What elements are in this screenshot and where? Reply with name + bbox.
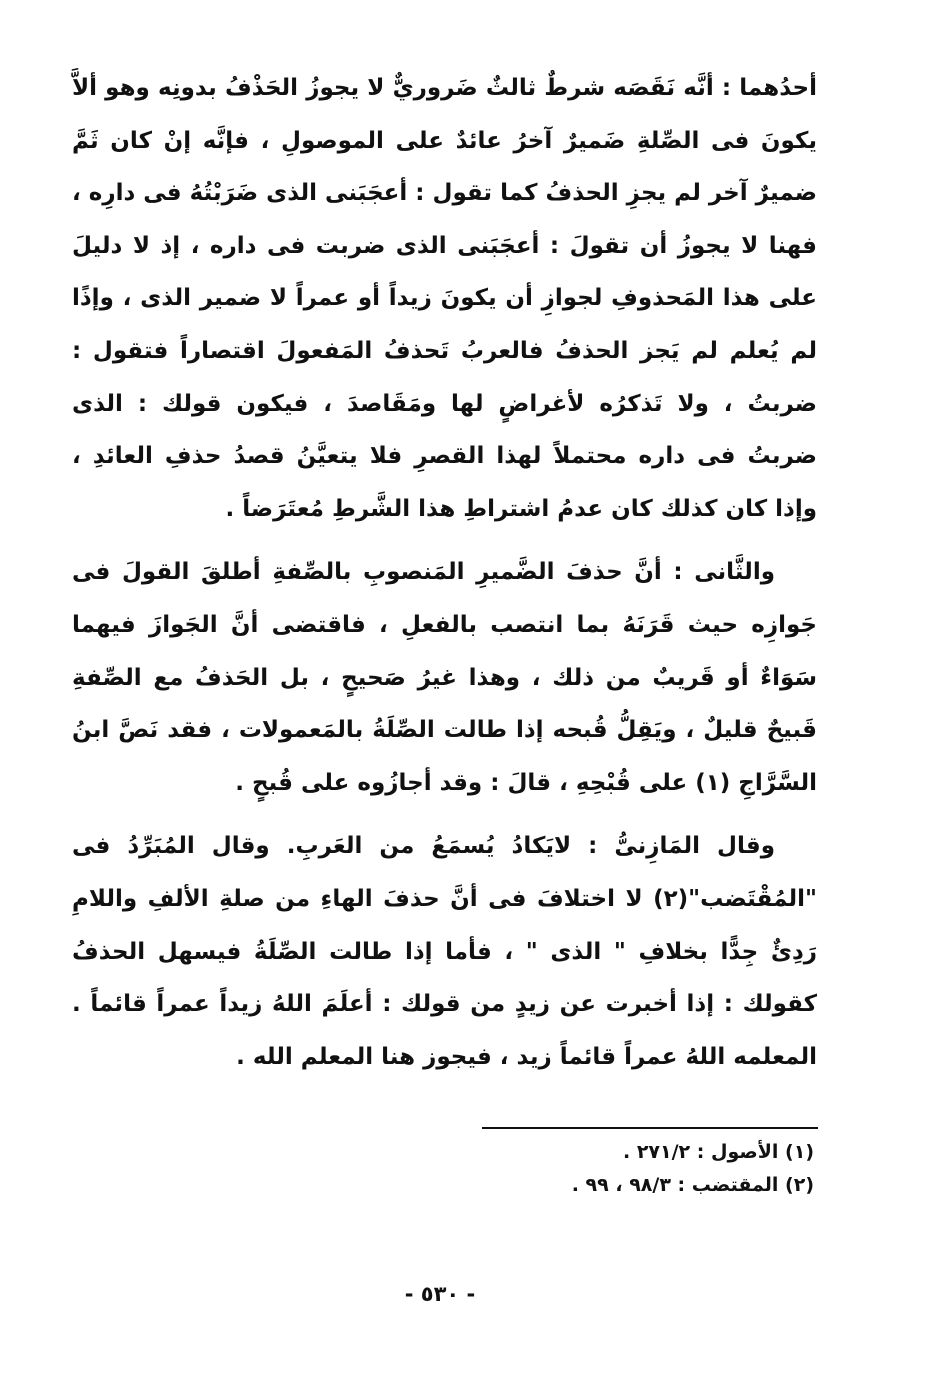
paragraph-mazini-quote: وقال المَازِنىُّ : لايَكادُ يُسمَعُ من العَربِ. وقال المُبَرِّدُ فى "المُقْتَضب"(٢) لا اختلافَ فى أنَّ حذفَ الهاءِ من صلةِ الألفِ واللامِ رَدِئٌ جِدًّا بخلافِ " الذى " ، فأما إذا طالت الصِّلَةُ فيسهل الحذفُ كقولك : إذا أخبرت عن زيدٍ من قولك : أعلَمَ اللهُ زيداً عمراً قائماً . المعلمه اللهُ عمراً قائماً زيد ، فيجوز هنا المعلم الله . [72,833,817,1070]
paragraph-first-point: أحدُهما : أنَّه نَقَصَه شرطٌ ثالثٌ ضَروريٌّ لا يجوزُ الحَذْفُ بدونِه وهو ألاَّ يكونَ فى الصِّلةِ ضَميرٌ آخرُ عائدٌ على الموصولِ ، فإنَّه إنْ كان ثَمَّ ضميرٌ آخر لم يجزِ الحذفُ كما تقول : أعجَبَنى الذى ضَرَبْتُهُ فى دارِه ، فهنا لا يجوزُ أن تقولَ : أعجَبَنى الذى ضربت فى داره ، إذ لا دليلَ على هذا المَحذوفِ لجوازِ أن يكونَ زيداً أو عمراً لا ضمير الذى ، وإذًا لم يُعلم لم يَجز الحذفُ فالعربُ تَحذفُ المَفعولَ اقتصاراً فتقول : ضربتُ ، ولا تَذكرُه لأغراضٍ لها ومَقَاصدَ ، فيكون قولك : الذى ضربتُ فى داره محتملاً لهذا القصرِ فلا يتعيَّنُ قصدُ حذفِ العائدِ ، وإذا كان كذلك كان عدمُ اشتراطِ هذا الشَّرطِ مُعتَرَضاً . [72,75,817,522]
footnote-separator [482,1127,818,1129]
paragraph-second-point: والثَّانى : أنَّ حذفَ الضَّميرِ المَنصوبِ بالصِّفةِ أطلقَ القولَ فى جَوازِه حيث قَرَنَهُ بما انتصب بالفعلِ ، فاقتضى أنَّ الجَوازَ فيهما سَوَاءٌ أو قَريبٌ من ذلك ، وهذا غيرُ صَحيحٍ ، بل الحَذفُ مع الصِّفةِ قَبيحٌ قليلٌ ، ويَقِلُّ قُبحه إذا طالت الصِّلَةُ بالمَعمولات ، فقد نَصَّ ابنُ السَّرَّاجِ (١) على قُبْحِهِ ، قالَ : وقد أجازُوه على قُبحٍ . [72,559,817,796]
page-number: - ٥٣٠ - [404,1282,476,1306]
footnote-1: (١) الأصول : ٢٧١/٢ . [622,1141,814,1163]
footnote-2: (٢) المقتضب : ٩٨/٣ ، ٩٩ . [571,1174,814,1196]
main-text [72,62,817,1083]
footnotes [480,1136,814,1202]
